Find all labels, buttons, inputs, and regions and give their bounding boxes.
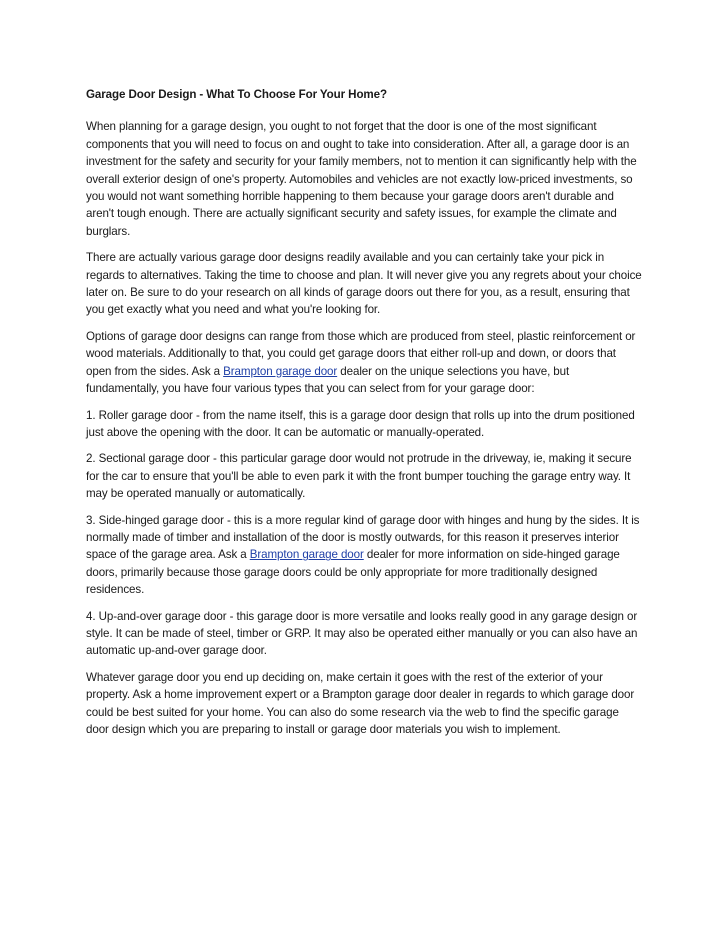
brampton-garage-door-link-2[interactable]: Brampton garage door xyxy=(249,548,364,562)
paragraph-options-text-after: dealer on the unique selections you have, but fundamentally, you have four various types that you can select from for your garage door: xyxy=(86,364,570,396)
paragraph-options xyxy=(86,328,644,398)
paragraph-conclusion: Whatever garage door you end up deciding on, make certain it goes with the rest of the exterior of your property. Ask a home improvement expert or a Brampton garage door dealer in regards to which garage door could be best suited for your home. You can also do some research via the web to find the specific garage door design which you are preparing to install or garage door materials you wish to implement. xyxy=(86,670,635,736)
paragraph-roller-door: 1. Roller garage door - from the name itself, this is a garage door design that rolls up into the drum positioned just above the opening with the door. It can be automatic or manually-operated. xyxy=(86,408,635,439)
document-body xyxy=(86,86,644,747)
paragraph-intro: When planning for a garage design, you ought to not forget that the door is one of the most significant components that you will need to focus on and ought to take into consideration. After all, a garage door is an investment for the safety and security for your family members, not to mention it can significantly help with the overall exterior design of one's property. Automobiles and vehicles are not exactly low-priced investments, so you would not want something horrible happening to them because your garage doors aren't durable and aren't tough enough. There are actually significant security and safety issues, for example the climate and burglars. xyxy=(86,120,637,238)
paragraph-options-text-before: Options of garage door designs can range from those which are produced from steel, plastic reinforcement or wood materials. Additionally to that, you could get garage doors that either roll-up and down, or doors that open from the sides. Ask a xyxy=(86,329,636,378)
paragraph-side-hinged-text-before: 3. Side-hinged garage door - this is a more regular kind of garage door with hinges and hung by the sides. It is normally made of timber and installation of the door is mostly outwards, for this reason it preserves interior space of the garage area. Ask a xyxy=(86,513,640,562)
document-title: Garage Door Design - What To Choose For Your Home? xyxy=(86,88,387,101)
paragraph-up-and-over-door: 4. Up-and-over garage door - this garage door is more versatile and looks really good in any garage design or style. It can be made of steel, timber or GRP. It may also be operated either manually or you can also have an automatic up-and-over garage door. xyxy=(86,609,638,658)
paragraph-designs-available: There are actually various garage door designs readily available and you can certainly take your pick in regards to alternatives. Taking the time to choose and plan. It will never give you any regrets about your choice later on. Be sure to do your research on all kinds of garage doors out there for you, as a result, ensuring that you get exactly what you need and what you're looking for. xyxy=(86,251,642,317)
paragraph-side-hinged-text-after: dealer for more information on side-hinged garage doors, primarily because those garage doors could be only appropriate for more traditionally designed residences. xyxy=(86,548,620,597)
paragraph-side-hinged-door xyxy=(86,512,644,599)
paragraph-sectional-door: 2. Sectional garage door - this particular garage door would not protrude in the driveway, ie, making it secure for the car to ensure that you'll be able to even park it with the front bumper touching the garage entry way. It may be operated manually or automatically. xyxy=(86,452,632,501)
brampton-garage-door-link[interactable]: Brampton garage door xyxy=(223,364,338,378)
